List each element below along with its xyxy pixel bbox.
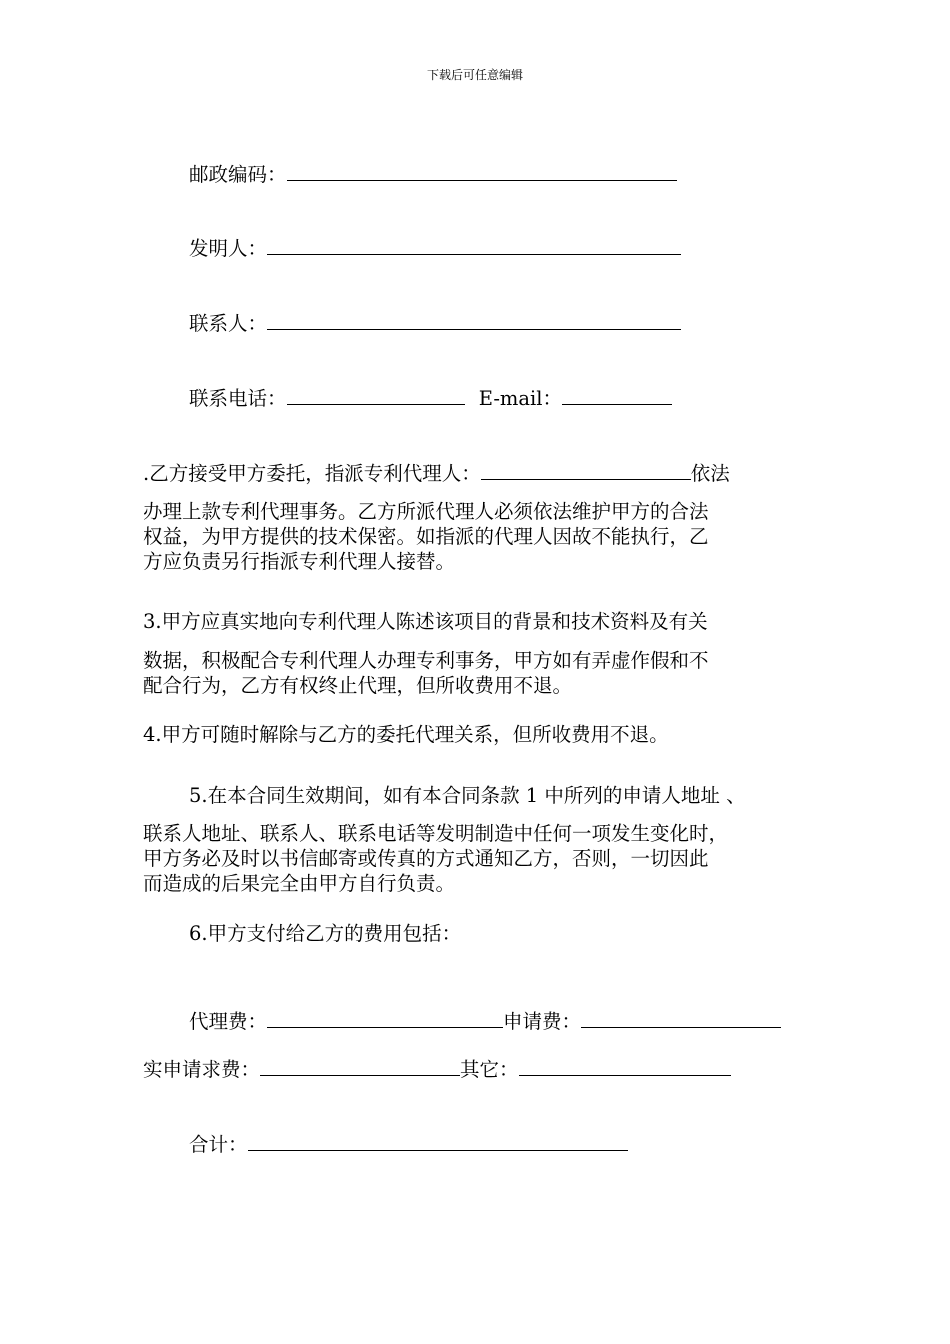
agency-fee-blank[interactable] bbox=[267, 1010, 503, 1028]
clause2-line4: 方应负责另行指派专利代理人接替。 bbox=[143, 550, 456, 573]
application-fee-blank[interactable] bbox=[581, 1010, 781, 1028]
clause2-line1 bbox=[143, 462, 730, 486]
clause3-line3: 配合行为，乙方有权终止代理，但所收费用不退。 bbox=[143, 674, 573, 697]
clause4-line1: 4.甲方可随时解除与乙方的委托代理关系，但所收费用不退。 bbox=[143, 723, 669, 746]
fee-row-1 bbox=[189, 1010, 781, 1034]
inventor-label: 发明人： bbox=[189, 237, 268, 260]
agency-fee-label: 代理费： bbox=[189, 1010, 268, 1033]
inventor-field-row bbox=[189, 237, 681, 261]
postcode-label: 邮政编码： bbox=[189, 163, 287, 186]
total-blank[interactable] bbox=[248, 1133, 628, 1151]
application-fee-label: 申请费： bbox=[503, 1010, 582, 1033]
other-fee-label: 其它： bbox=[460, 1058, 519, 1081]
contact-blank[interactable] bbox=[267, 312, 681, 330]
phone-blank[interactable] bbox=[287, 387, 465, 405]
clause2-line3: 权益，为甲方提供的技术保密。如指派的代理人因故不能执行，乙 bbox=[143, 525, 709, 548]
agent-name-blank[interactable] bbox=[481, 462, 691, 480]
clause2-text: .乙方接受甲方委托，指派专利代理人： bbox=[143, 462, 481, 485]
phone-label: 联系电话： bbox=[189, 387, 287, 410]
clause2-tail: 依法 bbox=[690, 462, 730, 485]
contact-label: 联系人： bbox=[189, 312, 268, 335]
exam-fee-label: 实申请求费： bbox=[143, 1058, 261, 1081]
clause3-line2: 数据，积极配合专利代理人办理专利事务，甲方如有弄虚作假和不 bbox=[143, 649, 709, 672]
exam-fee-blank[interactable] bbox=[260, 1058, 460, 1076]
fee-row-2 bbox=[143, 1058, 731, 1082]
clause6-line1: 6.甲方支付给乙方的费用包括： bbox=[189, 922, 462, 945]
contact-field-row bbox=[189, 312, 681, 336]
email-label: E-mail： bbox=[478, 387, 562, 410]
total-row bbox=[189, 1133, 628, 1157]
clause3-line1: 3.甲方应真实地向专利代理人陈述该项目的背景和技术资料及有关 bbox=[143, 610, 708, 633]
other-fee-blank[interactable] bbox=[519, 1058, 731, 1076]
total-label: 合计： bbox=[189, 1133, 248, 1156]
postcode-blank[interactable] bbox=[287, 163, 677, 181]
postcode-field-row bbox=[189, 163, 677, 187]
phone-email-row bbox=[189, 387, 672, 411]
page-header: 下载后可任意编辑 bbox=[426, 68, 523, 82]
clause5-line4: 而造成的后果完全由甲方自行负责。 bbox=[143, 872, 456, 895]
clause5-line2: 联系人地址、联系人、联系电话等发明制造中任何一项发生变化时， bbox=[143, 822, 729, 845]
clause2-line2: 办理上款专利代理事务。乙方所派代理人必须依法维护甲方的合法 bbox=[143, 500, 709, 523]
clause5-line1: 5.在本合同生效期间，如有本合同条款 1 中所列的申请人地址 、 bbox=[189, 784, 746, 807]
email-blank[interactable] bbox=[562, 387, 672, 405]
clause5-line3: 甲方务必及时以书信邮寄或传真的方式通知乙方，否则，一切因此 bbox=[143, 847, 709, 870]
inventor-blank[interactable] bbox=[267, 237, 681, 255]
